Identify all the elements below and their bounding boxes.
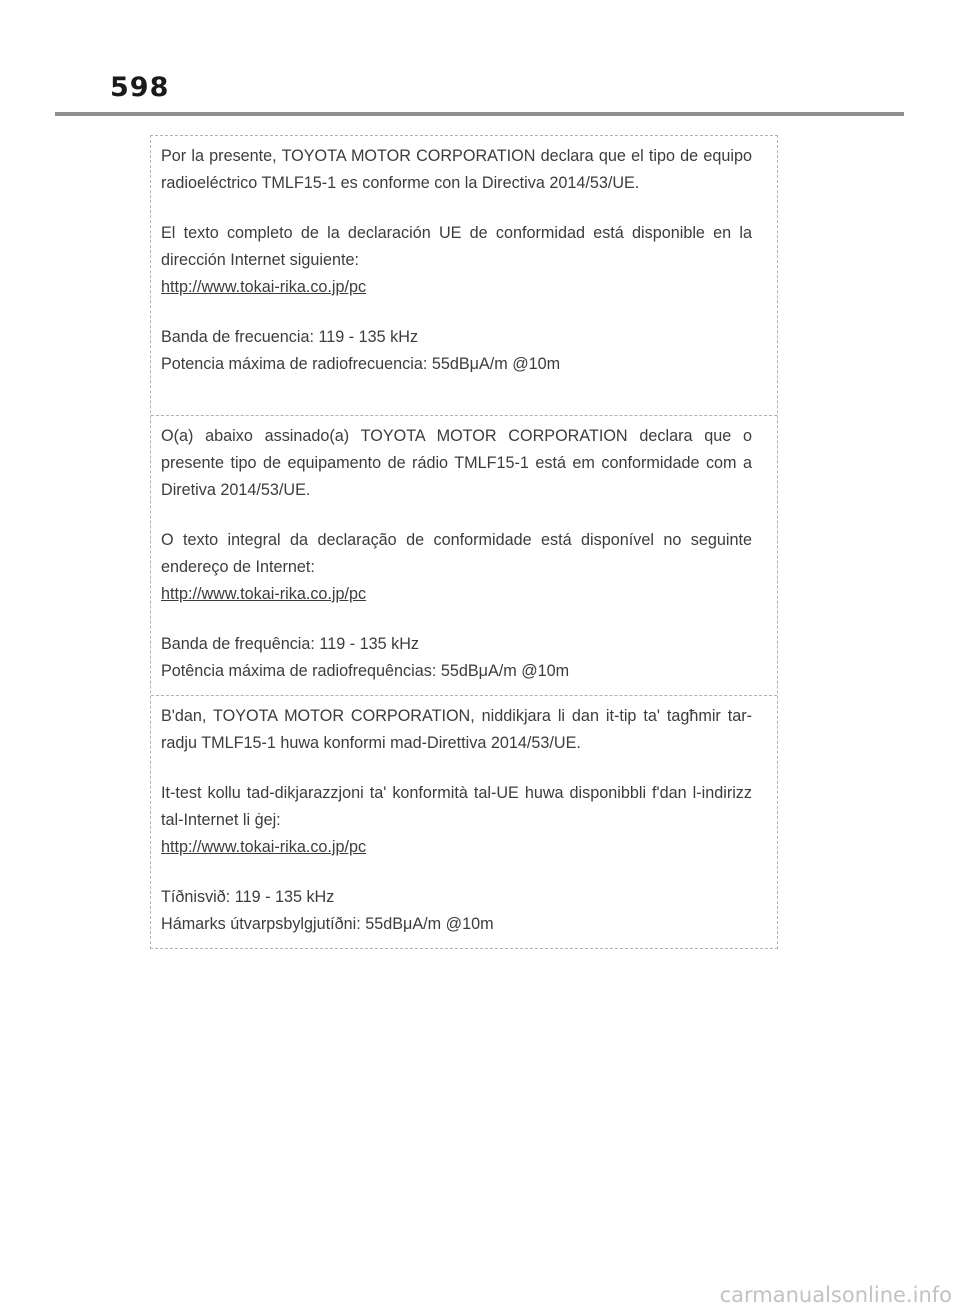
declaration-section-portuguese: [151, 415, 777, 695]
max-power-text: Hámarks útvarpsbylgjutíðni: 55dBμA/m @10m: [161, 915, 494, 933]
declaration-url-link[interactable]: http://www.tokai-rika.co.jp/pc: [161, 278, 367, 296]
declaration-box: [150, 135, 778, 949]
declaration-text: O(a) abaixo assinado(a) TOYOTA MOTOR CORPORATION declara que o presente tipo de equipamento de rádio TMLF15-1 está em conformidade com a Diretiva 2014/53/UE.: [161, 427, 752, 499]
availability-text: El texto completo de la declaración UE de conformidad está disponible en la dirección Internet siguiente:: [161, 224, 752, 269]
declaration-url-link[interactable]: http://www.tokai-rika.co.jp/pc: [161, 838, 367, 856]
declaration-text: B'dan, TOYOTA MOTOR CORPORATION, niddikjara li dan it-tip ta' tagħmir tar-radju TMLF15-1 huwa konformi mad-Direttiva 2014/53/UE.: [161, 707, 752, 752]
declaration-url-link[interactable]: http://www.tokai-rika.co.jp/pc: [161, 585, 367, 603]
frequency-band-text: Banda de frequência: 119 - 135 kHz: [161, 635, 419, 653]
frequency-band-text: Tíðnisvið: 119 - 135 kHz: [161, 888, 335, 906]
max-power-text: Potencia máxima de radiofrecuencia: 55dBμA/m @10m: [161, 355, 561, 373]
declaration-section-maltese: [151, 695, 777, 949]
declaration-text: Por la presente, TOYOTA MOTOR CORPORATION declara que el tipo de equipo radioeléctrico TMLF15-1 es conforme con la Directiva 2014/53/UE.: [161, 147, 752, 192]
header-divider: [55, 112, 904, 116]
max-power-text: Potência máxima de radiofrequências: 55dBμA/m @10m: [161, 662, 570, 680]
page-number: 598: [110, 72, 170, 103]
availability-text: O texto integral da declaração de conformidade está disponível no seguinte endereço de Internet:: [161, 531, 752, 576]
site-watermark: carmanualsonline.info: [719, 1283, 952, 1307]
availability-text: It-test kollu tad-dikjarazzjoni ta' konformità tal-UE huwa disponibbli f'dan l-indirizz tal-Internet li ġej:: [161, 784, 752, 829]
declaration-section-spanish: [151, 136, 777, 415]
frequency-band-text: Banda de frecuencia: 119 - 135 kHz: [161, 328, 419, 346]
